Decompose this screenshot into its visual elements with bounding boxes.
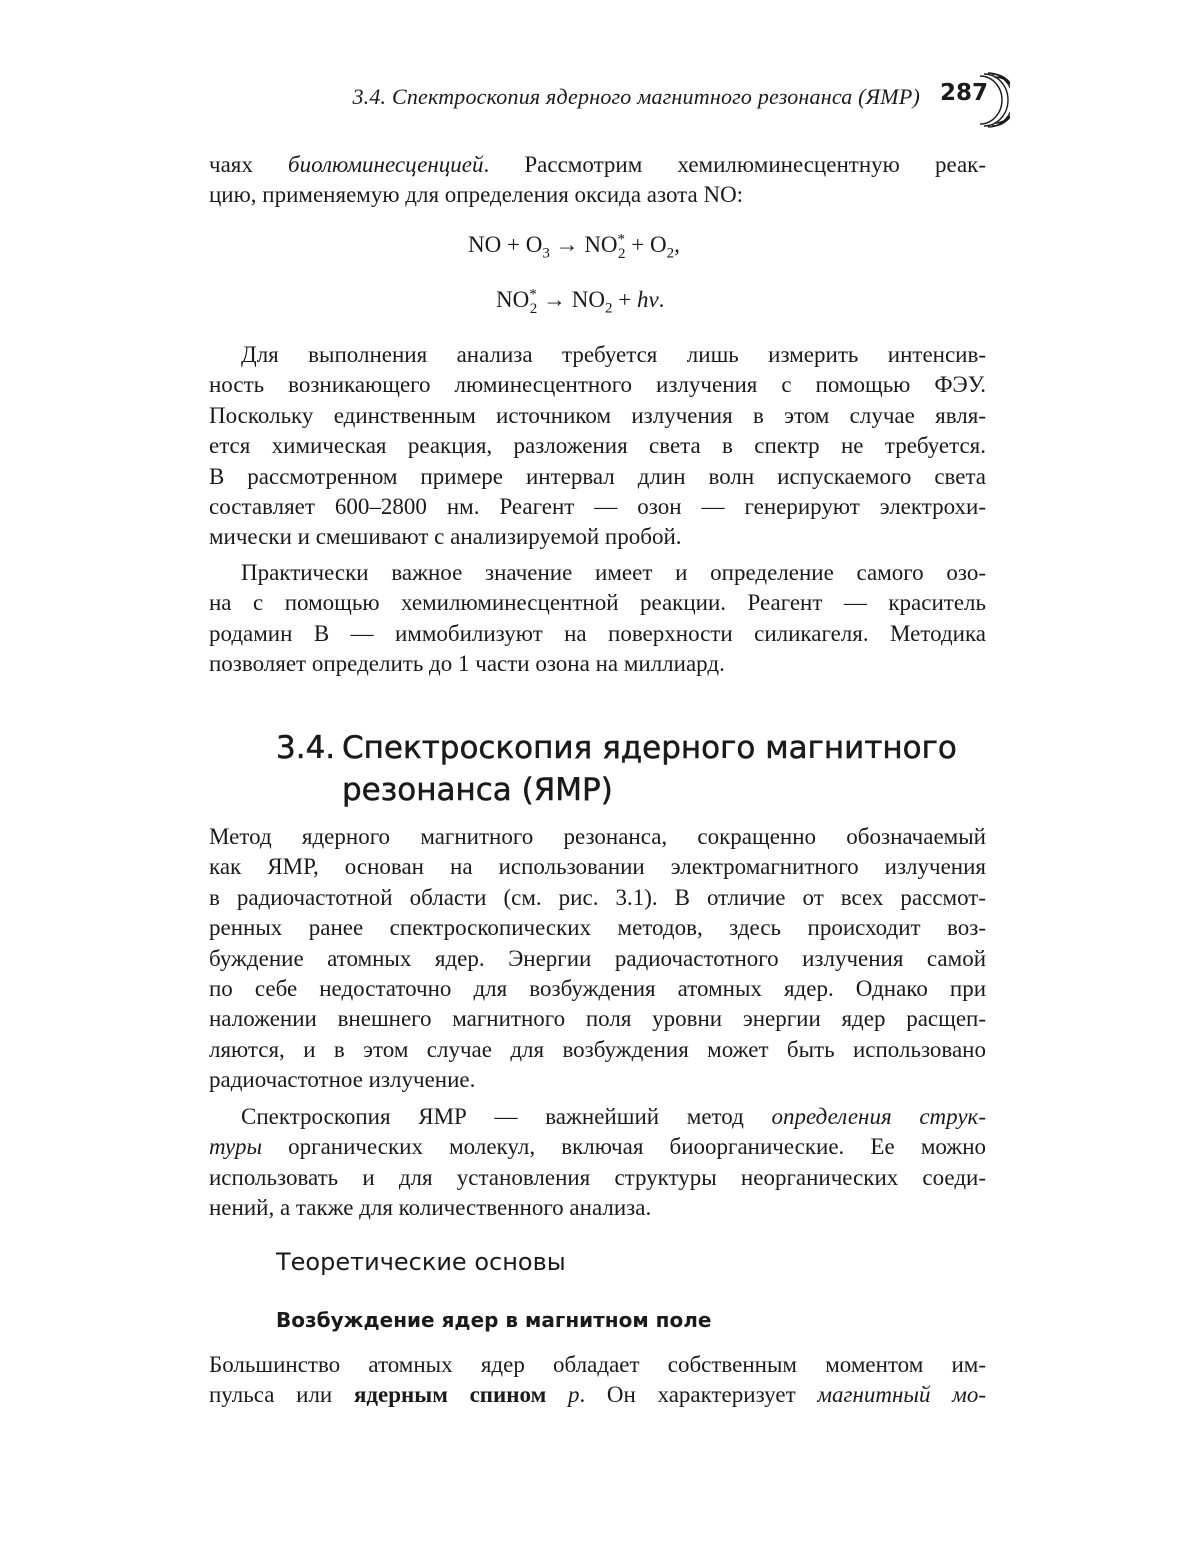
text-line: нений, а также для количественного анализа.	[209, 1195, 652, 1221]
eq-superscript: *	[529, 286, 537, 303]
eq-subscript: 2	[666, 245, 675, 262]
text-line: по себе недостаточно для возбуждения атомных ядер. Однако при	[209, 976, 986, 1002]
paragraph-chemiluminescence-intro	[209, 150, 986, 211]
paragraph-analysis	[209, 340, 986, 553]
eq-superscript: *	[617, 231, 626, 248]
text-line: ность возникающего люминесцентного излучения с помощью ФЭУ.	[209, 372, 986, 398]
text-line: использовать и для установления структуры неорганических соеди-	[209, 1164, 986, 1190]
text-line: на с помощью хемилюминесцентной реакции. Реагент — краситель	[209, 590, 986, 616]
eq-variable: hν	[636, 287, 659, 312]
text-line: наложении внешнего магнитного поля уровни энергии ядер расщеп-	[209, 1006, 986, 1032]
text-run	[546, 1382, 568, 1407]
text-line: ется химическая реакция, разложения света в спектр не требуется.	[209, 433, 986, 459]
eq-term: NO + O	[468, 232, 543, 257]
text-line: Для выполнения анализа требуется лишь измерить интенсив-	[241, 342, 986, 367]
paragraph-nuclear-spin	[209, 1350, 986, 1411]
paragraph-ozone	[209, 558, 986, 680]
eq-term: + O	[625, 232, 667, 257]
text-line: ренных ранее спектроскопических методов, здесь происходит воз-	[209, 915, 986, 941]
text-line: Практически важное значение имеет и определение самого озо-	[241, 560, 986, 585]
section-heading	[276, 727, 957, 811]
text-line: ляются, и в этом случае для возбуждения может быть использовано	[209, 1036, 986, 1062]
variable: p	[567, 1382, 580, 1408]
paragraph-nmr-method	[209, 822, 986, 1096]
text-run: органических молекул, включая биоорганические. Ее можно	[262, 1134, 986, 1160]
text-line: как ЯМР, основан на использовании электромагнитного излучения	[209, 854, 986, 880]
text-run: Спектроскопия ЯМР — важнейший метод	[241, 1104, 772, 1129]
bold-term: ядерным спином	[353, 1382, 547, 1408]
paragraph-nmr-importance	[209, 1102, 986, 1224]
running-header-title: 3.4. Спектроскопия ядерного магнитного резонанса (ЯМР)	[352, 84, 920, 109]
text-line: В рассмотренном примере интервал длин волн испускаемого света	[209, 463, 986, 489]
page-number-ornament-icon	[976, 70, 1010, 130]
text-run: . Рассмотрим хемилюминесцентную реак-	[483, 152, 986, 177]
text-line: родамин B — иммобилизуют на поверхности силикагеля. Методика	[209, 620, 986, 646]
section-number: 3.4.	[276, 730, 336, 766]
text-run: пульса или	[209, 1382, 354, 1408]
equation-1	[468, 231, 680, 262]
eq-term: → NO	[549, 232, 618, 257]
subsection-heading: Теоретические основы	[276, 1248, 566, 1276]
text-run: . Он характеризует	[579, 1382, 818, 1408]
text-line: Поскольку единственным источником излучения в этом случае явля-	[209, 402, 986, 428]
eq-term: ,	[674, 232, 680, 257]
text-line: буждение атомных ядер. Энергии радиочастотного излучения самой	[209, 945, 986, 971]
eq-term: → NO	[537, 287, 605, 312]
section-title-line1: Спектроскопия ядерного магнитного	[342, 730, 957, 766]
eq-subscript: 2	[604, 300, 613, 317]
text-run: чаях	[209, 152, 289, 177]
eq-subscript: 2	[618, 245, 626, 262]
eq-term: +	[612, 287, 637, 312]
eq-subscript: 2	[529, 300, 538, 317]
italic-term: определения струк-	[771, 1104, 986, 1129]
text-line: позволяет определить до 1 части озона на миллиард.	[209, 651, 725, 677]
equation-2	[496, 286, 665, 317]
eq-subscript: 3	[542, 245, 550, 262]
text-line: Метод ядерного магнитного резонанса, сокращенно обозначаемый	[209, 824, 986, 849]
text-line: в радиочастотной области (см. рис. 3.1). В отличие от всех рассмот-	[209, 884, 986, 910]
italic-term: туры	[209, 1134, 263, 1160]
text-line: Большинство атомных ядер обладает собственным моментом им-	[209, 1352, 986, 1377]
text-line: цию, применяемую для определения оксида азота NO:	[209, 182, 744, 208]
italic-term: магнитный мо-	[817, 1382, 986, 1408]
eq-term: .	[658, 287, 665, 312]
page-number: 287	[940, 80, 989, 106]
subsubsection-heading: Возбуждение ядер в магнитном поле	[276, 1308, 712, 1332]
eq-term: NO	[496, 287, 530, 312]
text-line: радиочастотное излучение.	[209, 1067, 476, 1093]
italic-term: биолюминесценцией	[288, 152, 484, 177]
text-line: составляет 600–2800 нм. Реагент — озон — генерируют электрохи-	[209, 494, 986, 520]
text-line: мически и смешивают с анализируемой пробой.	[209, 524, 682, 550]
section-title-line2: резонанса (ЯМР)	[342, 772, 613, 808]
